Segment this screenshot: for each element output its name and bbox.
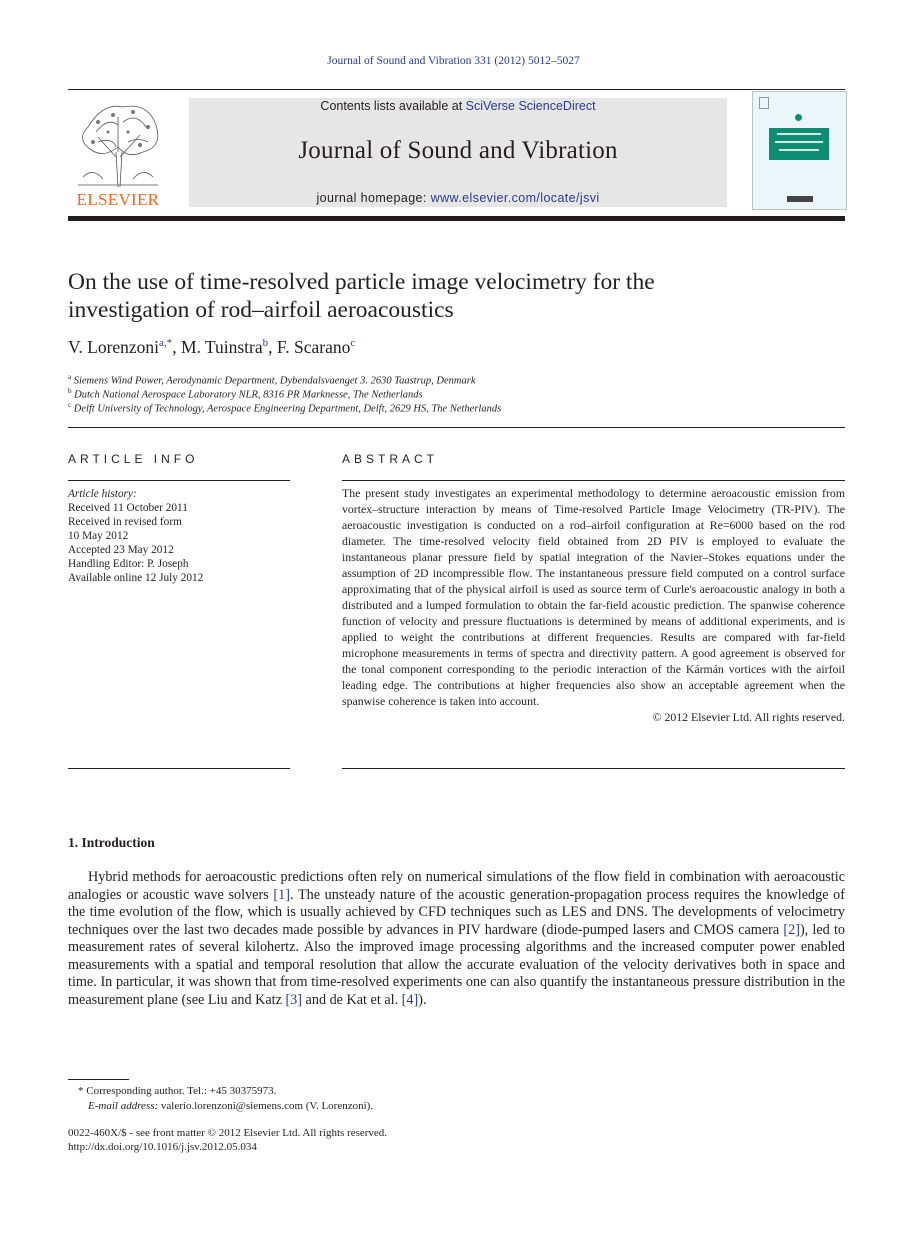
history-entry: Received in revised form	[68, 516, 182, 528]
history-entry: Available online 12 July 2012	[68, 572, 204, 584]
article-info-bottom-rule	[68, 768, 290, 769]
journal-citation[interactable]: Journal of Sound and Vibration 331 (2012) 5012–5027	[327, 55, 580, 67]
reference-link[interactable]: [2]	[783, 921, 800, 938]
article-history: Article history: Received 11 October 2011 Received in revised form 10 May 2012 Accepted 23 May 2012 Handling Editor: P. Joseph Available online 12 July 2012	[68, 488, 204, 584]
affiliation-rule	[68, 427, 845, 428]
history-entry: Received 11 October 2011	[68, 502, 188, 514]
abstract-body: The present study investigates an experimental methodology to determine aeroacoustic emission from vortex–structure interaction by means of Time-resolved Particle Image Velocimetry (TR-PIV). The aeroacoustic investigation is conducted on a rod–airfoil configuration at Re=6000 based on the rod diameter. The time-resolved velocity field obtained from 2D PIV is employed to evaluate the instantaneous planar pressure field by spatial integration of the Navier–Stokes equations under the assumption of 2D incompressible flow. The instantaneous pressure field computed on a control surface approximating that of the physical airfoil is used as source term of Curle's aeroacoustic analogy in both a distributed and a lumped formulation to obtain the far-field acoustic prediction. The spanwise coherence function of velocity and pressure fluctuations is determined by means of additional experiments, and is applied to weight the contributions at different frequencies. Results are compared with far-field microphone measurements in terms of spectra and directivity pattern. A good agreement is observed for the tonal component corresponding to the periodic interaction of the Kármán vortices with the airfoil leading edge. The contributions at higher frequencies also show an acceptable agreement when the spanwise coherence is taken into account. © 2012 Elsevier Ltd. All rights reserved.	[342, 486, 845, 724]
abstract-rule	[342, 480, 845, 481]
abstract-bottom-rule	[342, 768, 845, 769]
abstract-heading: ABSTRACT	[342, 452, 439, 466]
history-entry: 10 May 2012	[68, 530, 129, 542]
article-title: On the use of time-resolved particle image velocimetry for the investigation of rod–airfoil aeroacoustics	[68, 269, 655, 323]
front-matter-note: 0022-460X/$ - see front matter © 2012 Elsevier Ltd. All rights reserved.	[68, 1127, 388, 1139]
introduction-paragraph: Hybrid methods for aeroacoustic predictions often rely on numerical simulations of the flow field in combination with aeroacoustic analogies or acoustic wave solvers [1]. The unsteady nature of the acoustic generation-propagation process requires the knowledge of the time evolution of the flow, which is usually achieved by CFD techniques such as LES and DNS. The developments of velocimetry techniques over the last two decades made possible by advances in PIV hardware (diode-pumped lasers and CMOS camera [2]), led to measurement rates of several kilohertz. Also the improved image processing algorithms and the increased computer power enabled measurements with a spatial and temporal resolution that allow the accurate evaluation of the velocity derivatives both in space and time. In particular, it was shown that from time-resolved experiments one can also quantify the instantaneous pressure distribution in the measurement plane (see Liu and Katz [3] and de Kat et al. [4]).	[68, 869, 846, 1008]
homepage-line: journal homepage: www.elsevier.com/locate/jsvi	[316, 191, 600, 205]
journal-name: Journal of Sound and Vibration	[298, 137, 618, 164]
contents-line: Contents lists available at SciVerse ScienceDirect	[320, 99, 596, 113]
section-heading-introduction: 1. Introduction	[68, 835, 155, 850]
reference-link[interactable]: [4]	[401, 991, 419, 1008]
reference-link[interactable]: [1]	[273, 886, 290, 903]
affiliation: $^a$ Siemens Wind Power, Aerodynamic Department, Dybendalsvaenget 3. 2630 Taastrup, Denmark	[68, 373, 476, 387]
masthead-thick-rule	[68, 216, 845, 221]
history-entry: Accepted 23 May 2012	[68, 544, 174, 556]
affiliation: $^c$ Delft University of Technology, Aerospace Engineering Department, Delft, 2629 HS, The Netherlands	[68, 401, 502, 415]
author-name: M. Tuinstra	[180, 337, 263, 357]
author-affiliation-mark[interactable]: c	[350, 337, 356, 350]
author-list: V. Lorenzoni$^{a,*}$, M. Tuinstra$^b$, F. Scarano$^c$	[68, 337, 356, 357]
journal-cover-thumbnail[interactable]	[752, 91, 847, 210]
reference-link[interactable]: [3]	[285, 991, 302, 1008]
affiliation: $^b$ Dutch National Aerospace Laboratory NLR, 8316 PR Marknesse, The Netherlands	[68, 387, 423, 401]
article-info-rule	[68, 480, 290, 481]
author-name: V. Lorenzoni	[68, 337, 160, 357]
cover-title-band	[769, 128, 829, 160]
elsevier-wordmark: ELSEVIER	[76, 190, 160, 209]
doi-link[interactable]: http://dx.doi.org/10.1016/j.jsv.2012.05.034	[68, 1141, 257, 1153]
homepage-link[interactable]: www.elsevier.com/locate/jsvi	[430, 191, 600, 205]
sciencedirect-link[interactable]: SciVerse ScienceDirect	[465, 99, 596, 113]
author-affiliation-mark[interactable]: a,*	[159, 337, 173, 350]
history-entry: Handling Editor: P. Joseph	[68, 558, 189, 570]
header-rule	[68, 89, 845, 90]
abstract-copyright: © 2012 Elsevier Ltd. All rights reserved.	[652, 710, 845, 724]
author-name: F. Scarano	[276, 337, 351, 357]
author-email[interactable]: valerio.lorenzoni@siemens.com (V. Lorenzoni).	[158, 1100, 374, 1112]
author-affiliation-mark[interactable]: b	[262, 337, 269, 350]
footnote-rule	[68, 1079, 129, 1080]
cover-logo-mark	[759, 97, 769, 109]
article-info-heading: ARTICLE INFO	[68, 452, 199, 466]
corresponding-author-note: * Corresponding author. Tel.: +45 30375973.	[78, 1085, 277, 1097]
cover-publisher-mark	[787, 196, 813, 202]
email-note: E-mail address: valerio.lorenzoni@siemens.com (V. Lorenzoni).	[88, 1100, 374, 1112]
cover-emblem-icon	[795, 114, 802, 121]
